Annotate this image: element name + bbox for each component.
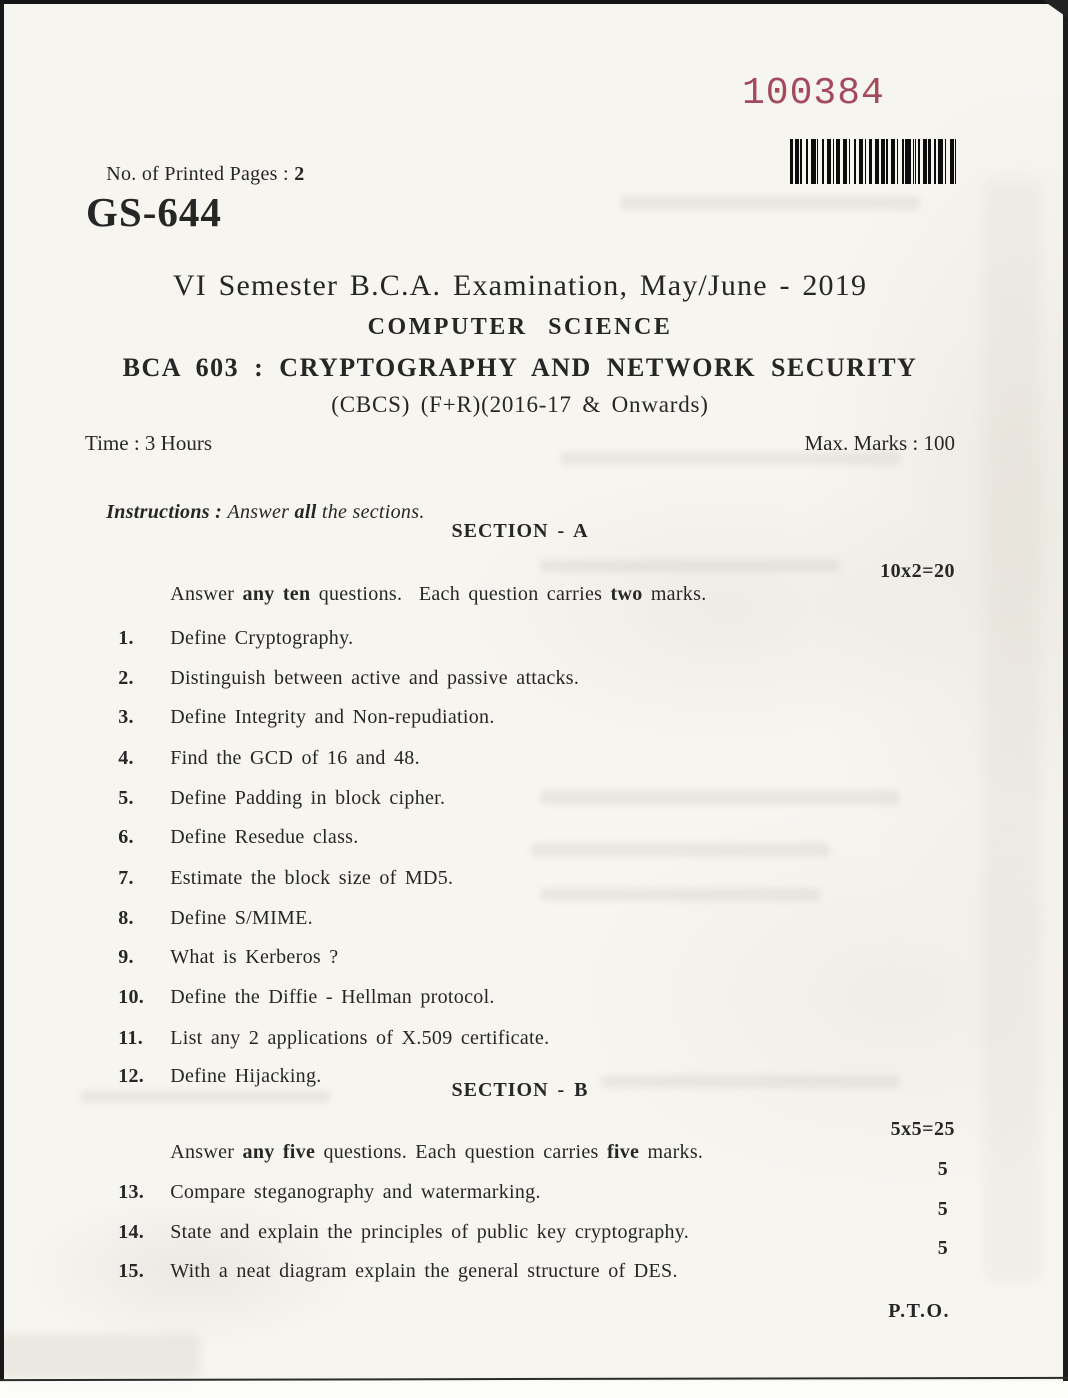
question-text: Distinguish between active and passive attacks. bbox=[170, 667, 580, 689]
question-text: What is Kerberos ? bbox=[170, 946, 339, 968]
instructions-line: Instructions : Answer all the sections. bbox=[106, 501, 425, 523]
section-b-marks-total: 5x5=25 bbox=[890, 1118, 955, 1140]
question-text: List any 2 applications of X.509 certificate. bbox=[170, 1027, 550, 1049]
question-number: 3. bbox=[118, 706, 134, 728]
question-number: 1. bbox=[118, 627, 134, 649]
section-a-intro: Answer any ten questions. Each question carries two marks. 10x2=20 bbox=[170, 560, 955, 605]
question-marks: 5 bbox=[937, 1198, 948, 1220]
question-number: 4. bbox=[118, 747, 134, 769]
question-number: 9. bbox=[118, 946, 134, 968]
question-number: 11. bbox=[118, 1027, 143, 1049]
question-text: Define S/MIME. bbox=[170, 907, 313, 929]
question-text: With a neat diagram explain the general structure of DES. bbox=[170, 1260, 678, 1282]
pto-label: P.T.O. bbox=[888, 1300, 950, 1322]
page-edge-left bbox=[0, 0, 4, 1381]
question-number: 2. bbox=[118, 667, 134, 689]
page-edge-right bbox=[1063, 0, 1068, 1381]
question-number: 15. bbox=[118, 1260, 145, 1282]
subject-title: COMPUTER SCIENCE bbox=[367, 314, 673, 340]
question-row bbox=[85, 1237, 955, 1329]
question-number: 8. bbox=[118, 907, 134, 929]
question-number: 14. bbox=[118, 1221, 145, 1243]
scheme-line: (CBCS) (F+R)(2016-17 & Onwards) bbox=[331, 392, 709, 417]
question-text: Find the GCD of 16 and 48. bbox=[170, 747, 420, 769]
question-marks: 5 bbox=[937, 1237, 948, 1259]
question-marks: 5 bbox=[937, 1158, 948, 1180]
max-marks: Max. Marks : 100 bbox=[804, 431, 955, 455]
question-number: 5. bbox=[118, 787, 134, 809]
question-text: Define Integrity and Non-repudiation. bbox=[170, 706, 495, 728]
paper-code: GS-644 bbox=[86, 189, 222, 235]
question-text: Define the Diffie - Hellman protocol. bbox=[170, 986, 495, 1008]
question-number: 12. bbox=[118, 1065, 145, 1087]
printed-pages-count: 2 bbox=[294, 163, 305, 185]
time-allowed: Time : 3 Hours bbox=[85, 431, 212, 455]
course-title: BCA 603 : CRYPTOGRAPHY AND NETWORK SECURITY bbox=[122, 353, 918, 382]
section-a-heading: SECTION - A bbox=[451, 520, 589, 542]
page-edge-top bbox=[0, 0, 1068, 4]
question-text: Define Cryptography. bbox=[170, 627, 354, 649]
question-number: 7. bbox=[118, 867, 134, 889]
section-a-marks-total: 10x2=20 bbox=[880, 560, 955, 582]
exam-title: VI Semester B.C.A. Examination, May/June - 2019 bbox=[172, 269, 868, 302]
question-number: 6. bbox=[118, 826, 134, 848]
stamp-number: 100384 bbox=[742, 72, 885, 115]
question-text: Define Hijacking. bbox=[170, 1065, 322, 1087]
question-text: Define Padding in block cipher. bbox=[170, 787, 446, 809]
question-text: Estimate the block size of MD5. bbox=[170, 867, 454, 889]
question-number: 10. bbox=[118, 986, 145, 1008]
instructions-label: Instructions : bbox=[106, 501, 228, 523]
barcode bbox=[790, 139, 956, 184]
section-b-intro: Answer any five questions. Each question carries five marks. 5x5=25 bbox=[170, 1118, 955, 1163]
section-b-heading: SECTION - B bbox=[451, 1079, 589, 1101]
printed-pages-label: No. of Printed Pages : bbox=[106, 163, 295, 185]
question-text: State and explain the principles of public key cryptography. bbox=[170, 1221, 690, 1243]
question-text: Compare steganography and watermarking. bbox=[170, 1181, 541, 1203]
question-number: 13. bbox=[118, 1181, 145, 1203]
question-text: Define Resedue class. bbox=[170, 826, 359, 848]
